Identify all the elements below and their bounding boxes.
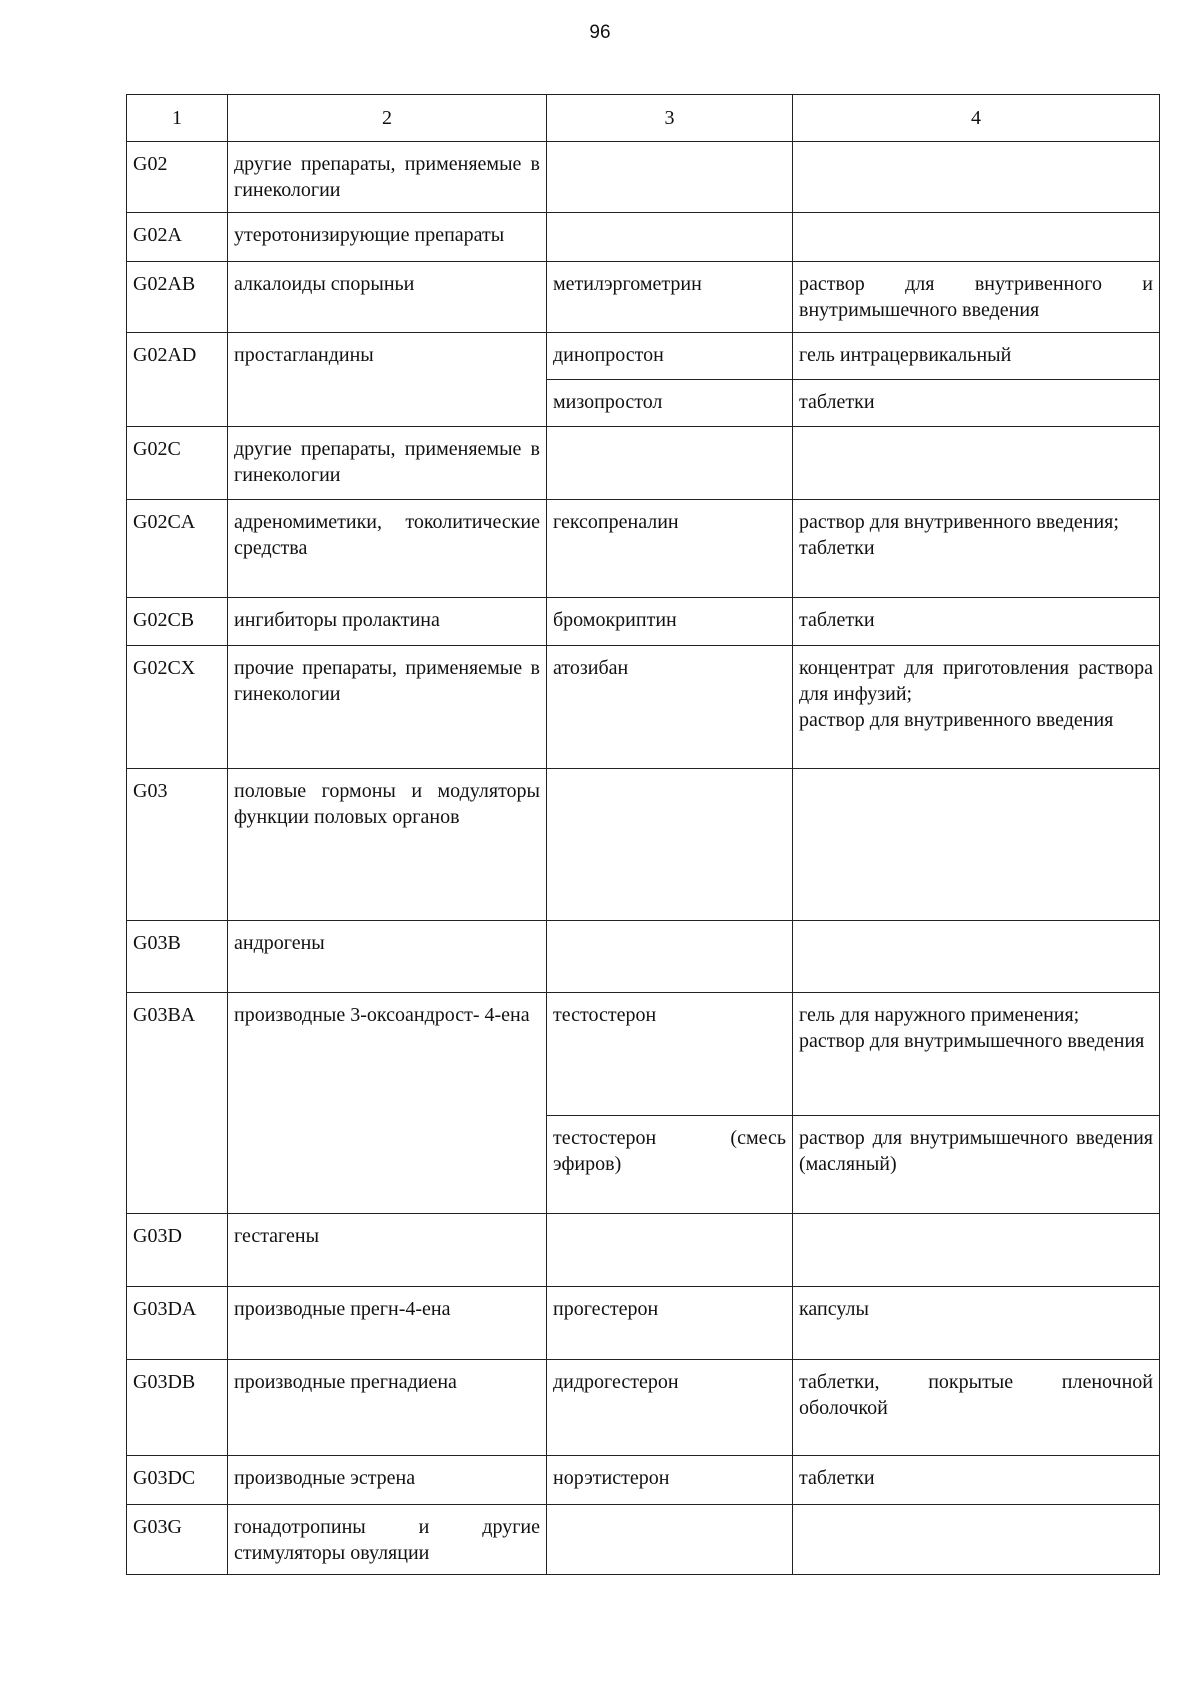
atc-code-cell: G03DB xyxy=(127,1360,228,1456)
form-cell xyxy=(793,769,1160,921)
table-header-row xyxy=(127,95,1160,142)
group-cell: другие препараты, применяемые в гинекологии xyxy=(228,427,547,500)
form-cell xyxy=(793,1214,1160,1287)
atc-code-cell: G02AB xyxy=(127,262,228,333)
form-cell xyxy=(793,921,1160,993)
drug-cell: мизопростол xyxy=(547,380,793,427)
table-row xyxy=(127,262,1160,333)
form-cell: таблетки xyxy=(793,1456,1160,1505)
table-row xyxy=(127,1505,1160,1575)
form-cell: таблетки xyxy=(793,598,1160,646)
drug-table xyxy=(126,94,1160,1575)
header-cell-2: 2 xyxy=(228,95,547,142)
drug-cell xyxy=(547,427,793,500)
form-cell: гель для наружного применения; раствор для внутримышечного введения xyxy=(793,993,1160,1116)
header-cell-1: 1 xyxy=(127,95,228,142)
table-row xyxy=(127,500,1160,598)
form-cell xyxy=(793,427,1160,500)
table-row xyxy=(127,1214,1160,1287)
group-cell: половые гормоны и модуляторы функции половых органов xyxy=(228,769,547,921)
group-cell: прочие препараты, применяемые в гинекологии xyxy=(228,646,547,769)
form-cell: таблетки xyxy=(793,380,1160,427)
atc-code-cell: G03G xyxy=(127,1505,228,1575)
form-cell xyxy=(793,1505,1160,1575)
group-cell: алкалоиды спорыньи xyxy=(228,262,547,333)
drug-cell xyxy=(547,769,793,921)
header-cell-4: 4 xyxy=(793,95,1160,142)
drug-cell: дидрогестерон xyxy=(547,1360,793,1456)
drug-cell: норэтистерон xyxy=(547,1456,793,1505)
table-row xyxy=(127,598,1160,646)
table-row xyxy=(127,213,1160,262)
group-cell: простагландины xyxy=(228,333,547,427)
header-cell-3: 3 xyxy=(547,95,793,142)
table-row xyxy=(127,333,1160,380)
table-row xyxy=(127,993,1160,1116)
page-number: 96 xyxy=(589,22,611,43)
form-cell: раствор для внутривенного введения; таблетки xyxy=(793,500,1160,598)
form-cell: концентрат для приготовления раствора для инфузий; раствор для внутривенного введения xyxy=(793,646,1160,769)
atc-code-cell: G02C xyxy=(127,427,228,500)
group-cell: производные прегнадиена xyxy=(228,1360,547,1456)
table-row xyxy=(127,1287,1160,1360)
atc-code-cell: G02A xyxy=(127,213,228,262)
drug-cell: атозибан xyxy=(547,646,793,769)
atc-code-cell: G02 xyxy=(127,142,228,213)
drug-cell: бромокриптин xyxy=(547,598,793,646)
drug-cell xyxy=(547,142,793,213)
drug-cell xyxy=(547,1214,793,1287)
drug-cell: метилэргометрин xyxy=(547,262,793,333)
atc-code-cell: G03DA xyxy=(127,1287,228,1360)
atc-code-cell: G03DC xyxy=(127,1456,228,1505)
table-row xyxy=(127,1360,1160,1456)
atc-code-cell: G02AD xyxy=(127,333,228,427)
table-row xyxy=(127,1456,1160,1505)
drug-cell: гексопреналин xyxy=(547,500,793,598)
drug-cell xyxy=(547,1505,793,1575)
form-cell: таблетки, покрытые пленочной оболочкой xyxy=(793,1360,1160,1456)
atc-code-cell: G03B xyxy=(127,921,228,993)
group-cell: гестагены xyxy=(228,1214,547,1287)
group-cell: андрогены xyxy=(228,921,547,993)
form-cell xyxy=(793,142,1160,213)
atc-code-cell: G02CA xyxy=(127,500,228,598)
drug-cell: тестостерон xyxy=(547,993,793,1116)
group-cell: ингибиторы пролактина xyxy=(228,598,547,646)
atc-code-cell: G02CB xyxy=(127,598,228,646)
group-cell: производные 3-оксоандрост- 4-ена xyxy=(228,993,547,1214)
group-cell: производные эстрена xyxy=(228,1456,547,1505)
group-cell: другие препараты, применяемые в гинекологии xyxy=(228,142,547,213)
atc-code-cell: G03 xyxy=(127,769,228,921)
form-cell: раствор для внутривенного и внутримышечного введения xyxy=(793,262,1160,333)
group-cell: адреномиметики, токолитические средства xyxy=(228,500,547,598)
table-row xyxy=(127,142,1160,213)
drug-cell: динопростон xyxy=(547,333,793,380)
drug-cell xyxy=(547,213,793,262)
form-cell: капсулы xyxy=(793,1287,1160,1360)
group-cell: гонадотропины и другие стимуляторы овуляции xyxy=(228,1505,547,1575)
group-cell: производные прегн-4-ена xyxy=(228,1287,547,1360)
group-cell: утеротонизирующие препараты xyxy=(228,213,547,262)
form-cell: раствор для внутримышечного введения (масляный) xyxy=(793,1116,1160,1214)
form-cell xyxy=(793,213,1160,262)
atc-code-cell: G03D xyxy=(127,1214,228,1287)
table-row xyxy=(127,427,1160,500)
table-row xyxy=(127,921,1160,993)
table-row xyxy=(127,646,1160,769)
drug-cell: прогестерон xyxy=(547,1287,793,1360)
drug-cell: тестостерон (смесь эфиров) xyxy=(547,1116,793,1214)
atc-code-cell: G03BA xyxy=(127,993,228,1214)
drug-cell xyxy=(547,921,793,993)
form-cell: гель интрацервикальный xyxy=(793,333,1160,380)
table-row xyxy=(127,769,1160,921)
atc-code-cell: G02CX xyxy=(127,646,228,769)
